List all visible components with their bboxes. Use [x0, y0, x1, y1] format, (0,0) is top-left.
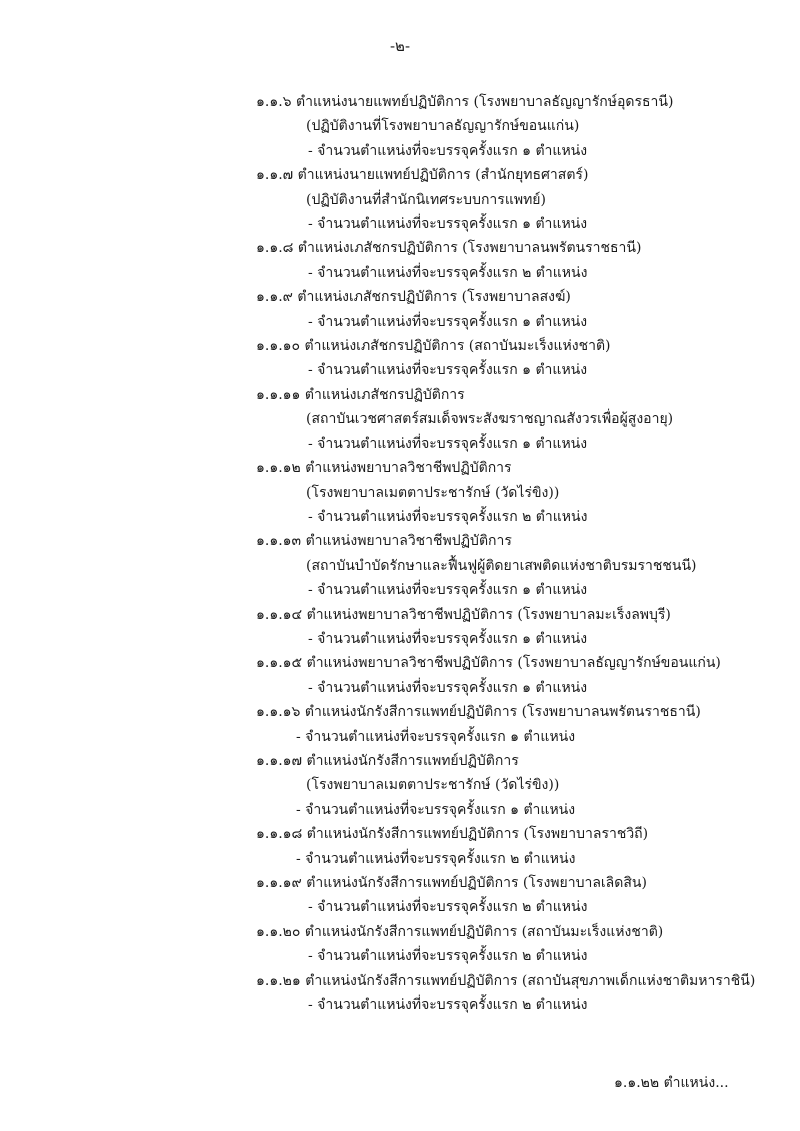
entry-position-count: - จำนวนตำแหน่งที่จะบรรจุครั้งแรก ๒ ตำแหน่ง	[308, 899, 588, 916]
entry-position-count: - จำนวนตำแหน่งที่จะบรรจุครั้งแรก ๑ ตำแหน่ง	[308, 216, 588, 233]
entry-agency-note: (ปฏิบัติงานที่โรงพยาบาลธัญญารักษ์ขอนแก่น)	[306, 118, 580, 135]
entry-heading: ๑.๑.๙ ตำแหน่งเภสัชกรปฏิบัติการ (โรงพยาบาลสงฆ์)	[256, 289, 571, 306]
entry-position-count: - จำนวนตำแหน่งที่จะบรรจุครั้งแรก ๑ ตำแหน่ง	[308, 362, 588, 379]
entry-heading: ๑.๑.๑๖ ตำแหน่งนักรังสีการแพทย์ปฏิบัติการ (โรงพยาบาลนพรัตนราชธานี)	[256, 704, 701, 721]
entry-heading: ๑.๑.๑๙ ตำแหน่งนักรังสีการแพทย์ปฏิบัติการ (โรงพยาบาลเลิดสิน)	[256, 875, 647, 891]
entry-position-count: - จำนวนตำแหน่งที่จะบรรจุครั้งแรก ๑ ตำแหน่ง	[296, 801, 576, 818]
entry-agency-note: (โรงพยาบาลเมตตาประชารักษ์ (วัดไร่ขิง))	[306, 484, 560, 501]
entry-heading: ๑.๑.๒๐ ตำแหน่งนักรังสีการแพทย์ปฏิบัติการ (สถาบันมะเร็งแห่งชาติ)	[256, 923, 664, 940]
page-number: -๒-	[389, 37, 411, 55]
entry-heading: ๑.๑.๗ ตำแหน่งนายแพทย์ปฏิบัติการ (สำนักยุทธศาสตร์)	[256, 167, 589, 184]
entry-heading: ๑.๑.๘ ตำแหน่งเภสัชกรปฏิบัติการ (โรงพยาบาลนพรัตนราชธานี)	[256, 240, 642, 257]
entry-heading: ๑.๑.๑๕ ตำแหน่งพยาบาลวิชาชีพปฏิบัติการ (โรงพยาบาลธัญญารักษ์ขอนแก่น)	[256, 655, 721, 672]
entry-position-count: - จำนวนตำแหน่งที่จะบรรจุครั้งแรก ๒ ตำแหน่ง	[308, 997, 588, 1014]
entry-heading: ๑.๑.๑๑ ตำแหน่งเภสัชกรปฏิบัติการ	[256, 386, 465, 403]
entry-position-count: - จำนวนตำแหน่งที่จะบรรจุครั้งแรก ๑ ตำแหน่ง	[308, 313, 588, 330]
entry-heading: ๑.๑.๒๑ ตำแหน่งนักรังสีการแพทย์ปฏิบัติการ (สถาบันสุขภาพเด็กแห่งชาติมหาราชินี)	[256, 972, 756, 989]
entry-position-count: - จำนวนตำแหน่งที่จะบรรจุครั้งแรก ๒ ตำแหน่ง	[308, 508, 588, 525]
entry-heading: ๑.๑.๖ ตำแหน่งนายแพทย์ปฏิบัติการ (โรงพยาบาลธัญญารักษ์อุดรธานี)	[256, 94, 674, 110]
entry-heading: ๑.๑.๑๒ ตำแหน่งพยาบาลวิชาชีพปฏิบัติการ	[256, 460, 512, 477]
entry-position-count: - จำนวนตำแหน่งที่จะบรรจุครั้งแรก ๒ ตำแหน่ง	[308, 264, 588, 281]
entry-heading: ๑.๑.๑๗ ตำแหน่งนักรังสีการแพทย์ปฏิบัติการ	[256, 752, 519, 769]
entry-heading: ๑.๑.๑๔ ตำแหน่งพยาบาลวิชาชีพปฏิบัติการ (โรงพยาบาลมะเร็งลพบุรี)	[256, 606, 671, 623]
entry-position-count: - จำนวนตำแหน่งที่จะบรรจุครั้งแรก ๑ ตำแหน่ง	[308, 435, 588, 452]
entry-agency-note: (โรงพยาบาลเมตตาประชารักษ์ (วัดไร่ขิง))	[306, 777, 560, 794]
entry-heading: ๑.๑.๑๘ ตำแหน่งนักรังสีการแพทย์ปฏิบัติการ (โรงพยาบาลราชวิถี)	[256, 826, 649, 843]
entry-position-count: - จำนวนตำแหน่งที่จะบรรจุครั้งแรก ๑ ตำแหน่ง	[308, 679, 588, 696]
entry-position-count: - จำนวนตำแหน่งที่จะบรรจุครั้งแรก ๑ ตำแหน่ง	[308, 582, 588, 599]
entry-agency-note: (ปฏิบัติงานที่สำนักนิเทศระบบการแพทย์)	[306, 191, 546, 208]
position-list	[256, 90, 756, 1017]
entry-agency-note: (สถาบันเวชศาสตร์สมเด็จพระสังฆราชญาณสังวรเพื่อผู้สูงอายุ)	[306, 411, 674, 428]
entry-agency-note: (สถาบันบำบัดรักษาและฟื้นฟูผู้ติดยาเสพติดแห่งชาติบรมราชชนนี)	[306, 557, 697, 574]
entry-position-count: - จำนวนตำแหน่งที่จะบรรจุครั้งแรก ๑ ตำแหน่ง	[308, 630, 588, 647]
entry-position-count: - จำนวนตำแหน่งที่จะบรรจุครั้งแรก ๒ ตำแหน่ง	[296, 850, 576, 867]
entry-heading: ๑.๑.๑๓ ตำแหน่งพยาบาลวิชาชีพปฏิบัติการ	[256, 533, 512, 550]
entry-position-count: - จำนวนตำแหน่งที่จะบรรจุครั้งแรก ๑ ตำแหน่ง	[308, 142, 588, 159]
continuation-footer: ๑.๑.๒๒ ตำแหน่ง...	[614, 1075, 729, 1091]
entry-position-count: - จำนวนตำแหน่งที่จะบรรจุครั้งแรก ๑ ตำแหน่ง	[296, 728, 576, 745]
entry-position-count: - จำนวนตำแหน่งที่จะบรรจุครั้งแรก ๒ ตำแหน่ง	[308, 948, 588, 965]
entry-heading: ๑.๑.๑๐ ตำแหน่งเภสัชกรปฏิบัติการ (สถาบันมะเร็งแห่งชาติ)	[256, 338, 611, 355]
